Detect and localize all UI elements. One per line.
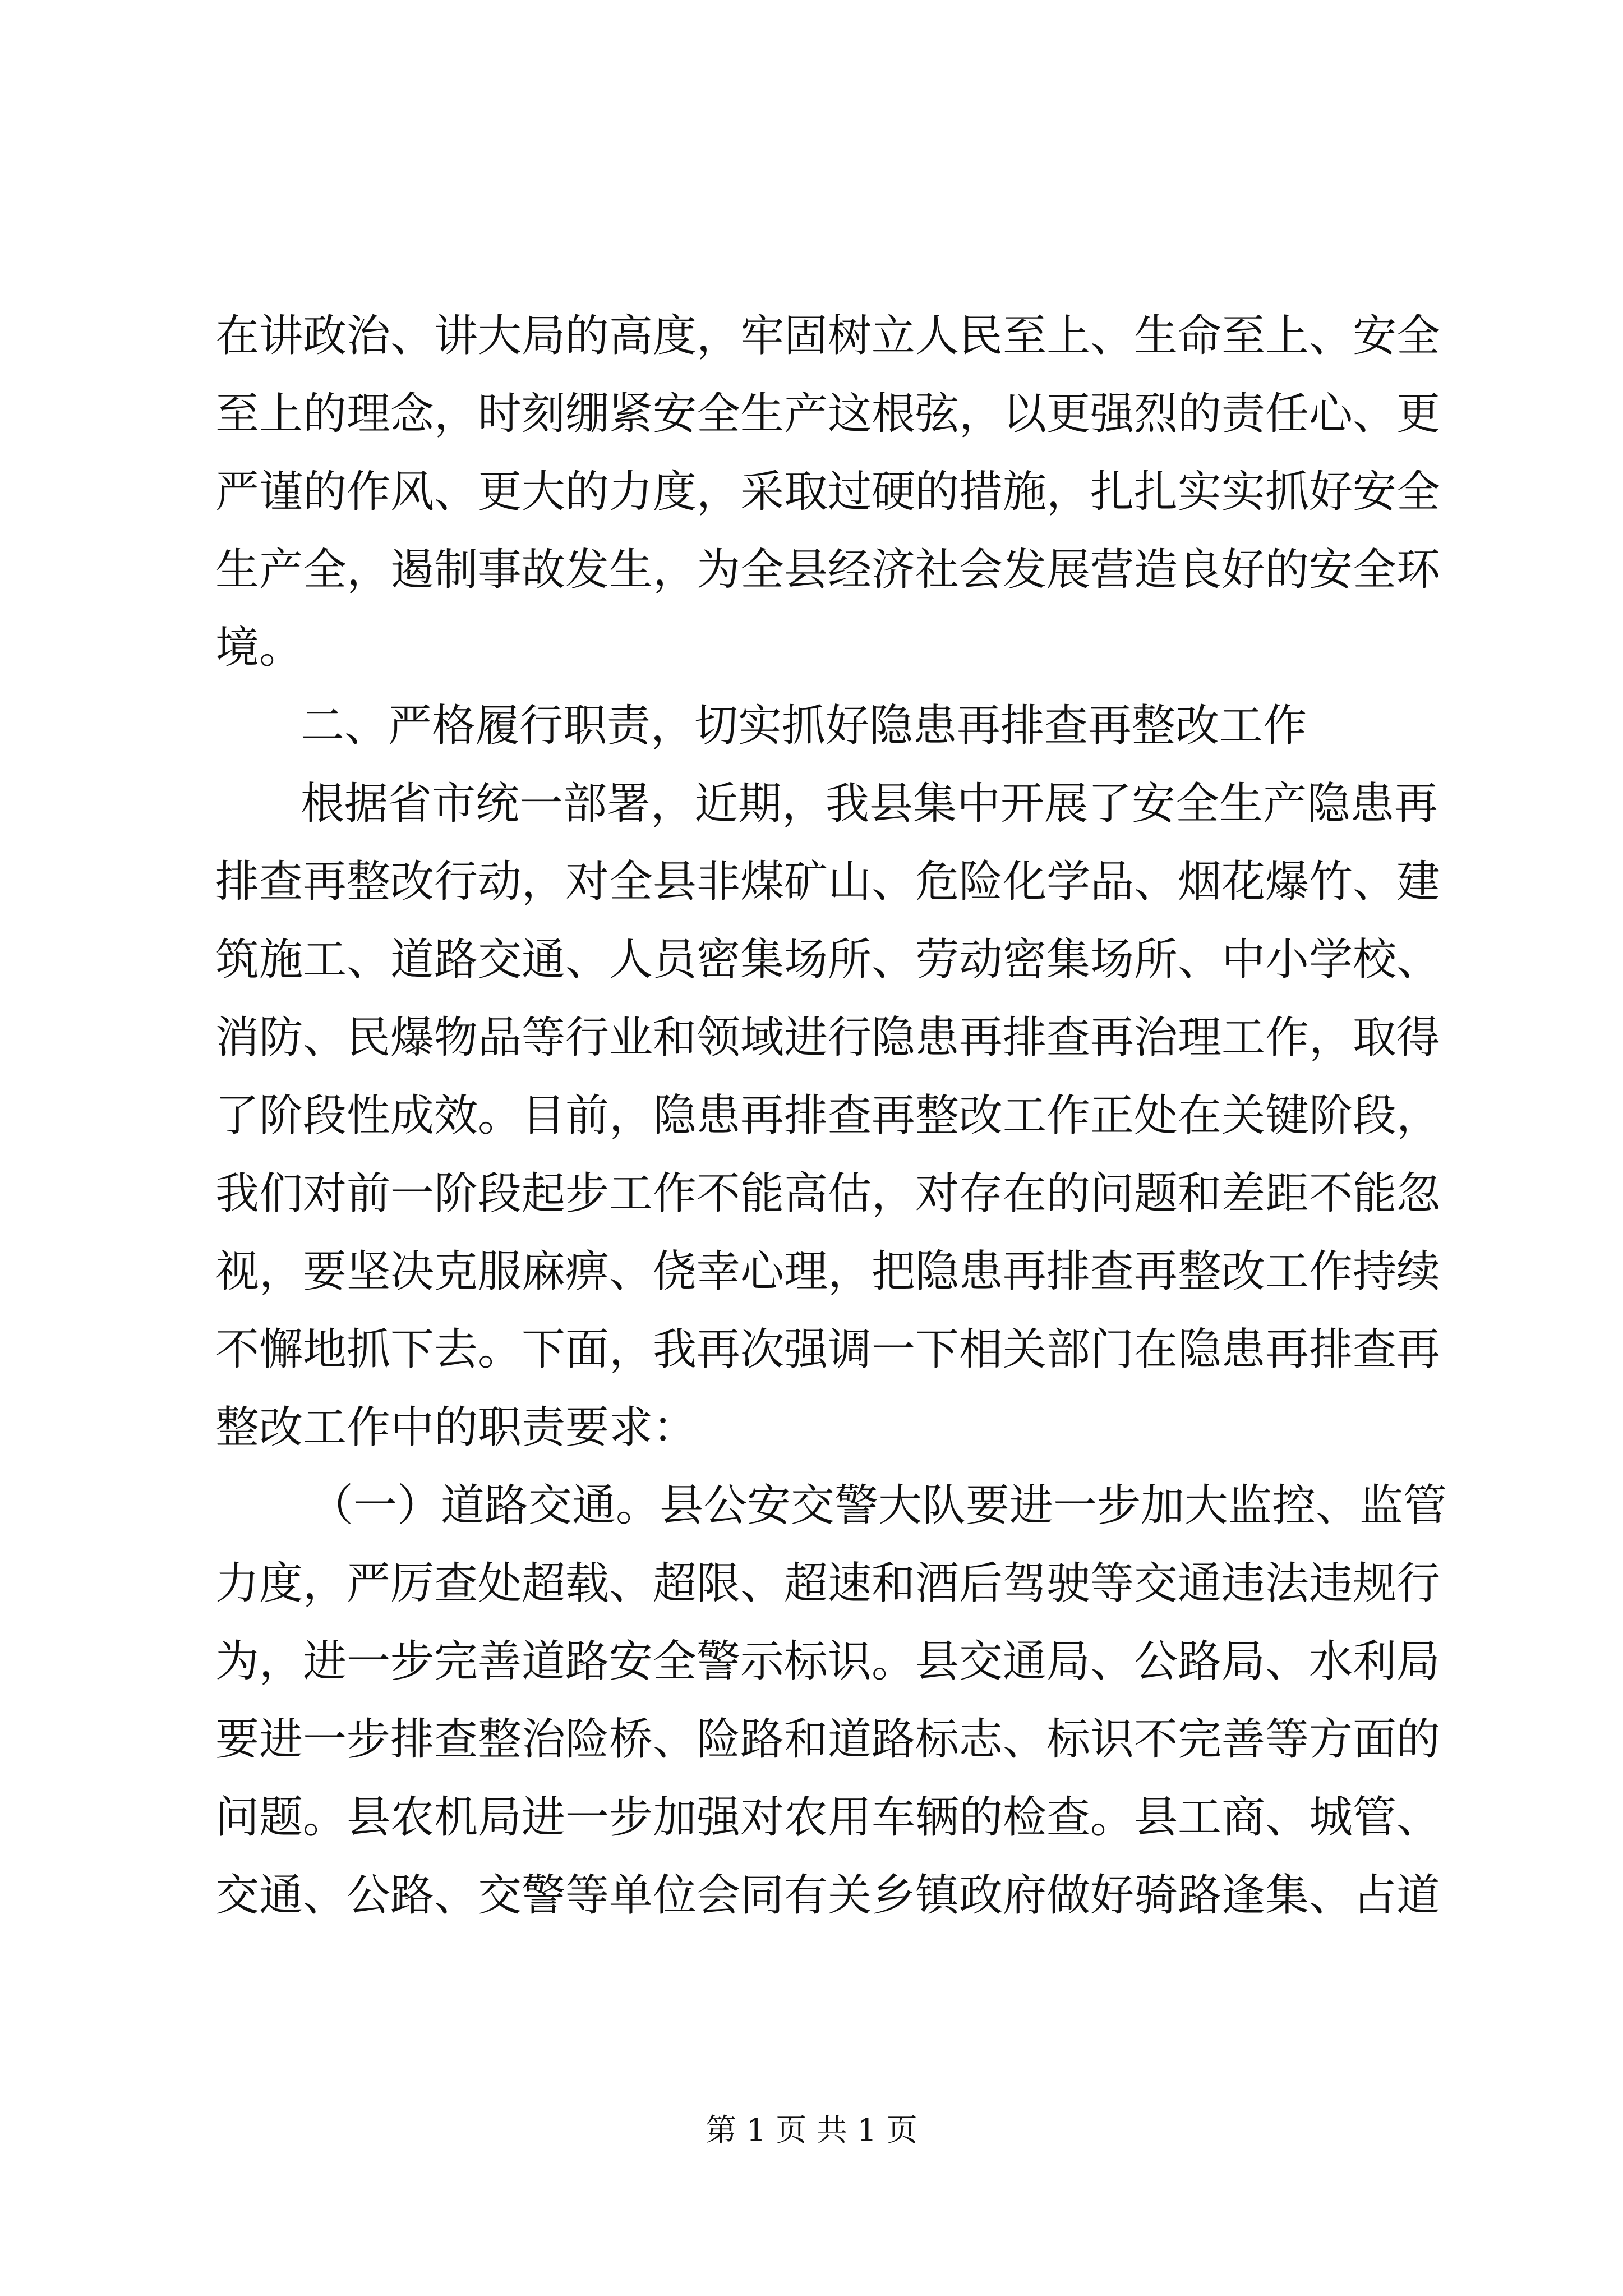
page-number-label: 第 1 页 共 1 页 (706, 2112, 917, 2148)
body-line: 了阶段性成效。目前，隐患再排查再整改工作正处在关键阶段， (215, 1091, 1441, 1141)
body-line: 视，要坚决克服麻痹、侥幸心理，把隐患再排查再整改工作持续 (215, 1246, 1441, 1297)
body-line: 我们对前一阶段起步工作不能高估，对存在的问题和差距不能忽 (215, 1168, 1441, 1219)
subsection-first-line: （一）道路交通。县公安交警大队要进一步加大监控、监管 (310, 1480, 1447, 1531)
body-line: 筑施工、道路交通、人员密集场所、劳动密集场所、中小学校、 (215, 935, 1441, 985)
body-line: 为，进一步完善道路安全警示标识。县交通局、公路局、水利局 (215, 1636, 1441, 1687)
body-line: 生产全，遏制事故发生，为全县经济社会发展营造良好的安全环 (215, 545, 1441, 595)
document-body (215, 297, 1447, 1935)
body-line: 整改工作中的职责要求： (215, 1402, 697, 1453)
body-line: 排查再整改行动，对全县非煤矿山、危险化学品、烟花爆竹、建 (215, 857, 1441, 907)
section-heading: 二、严格履行职责，切实抓好隐患再排查再整改工作 (301, 701, 1307, 751)
paragraph-first-line: 根据省市统一部署，近期，我县集中开展了安全生产隐患再 (301, 779, 1438, 829)
body-line: 要进一步排查整治险桥、险路和道路标志、标识不完善等方面的 (215, 1714, 1441, 1765)
body-line: 不懈地抓下去。下面，我再次强调一下相关部门在隐患再排查再 (215, 1324, 1441, 1375)
body-line: 至上的理念，时刻绷紧安全生产这根弦，以更强烈的责任心、更 (215, 389, 1441, 439)
body-line: 力度，严厉查处超载、超限、超速和酒后驾驶等交通违法违规行 (215, 1558, 1441, 1609)
body-line: 在讲政治、讲大局的高度，牢固树立人民至上、生命至上、安全 (215, 311, 1441, 361)
page-footer (0, 2110, 1623, 2150)
body-line: 消防、民爆物品等行业和领域进行隐患再排查再治理工作，取得 (215, 1013, 1441, 1063)
body-line: 问题。县农机局进一步加强对农用车辆的检查。县工商、城管、 (215, 1792, 1441, 1843)
body-line: 境。 (215, 623, 303, 673)
body-line: 交通、公路、交警等单位会同有关乡镇政府做好骑路逢集、占道 (215, 1870, 1441, 1921)
body-line: 严谨的作风、更大的力度，采取过硬的措施，扎扎实实抓好安全 (215, 467, 1441, 517)
